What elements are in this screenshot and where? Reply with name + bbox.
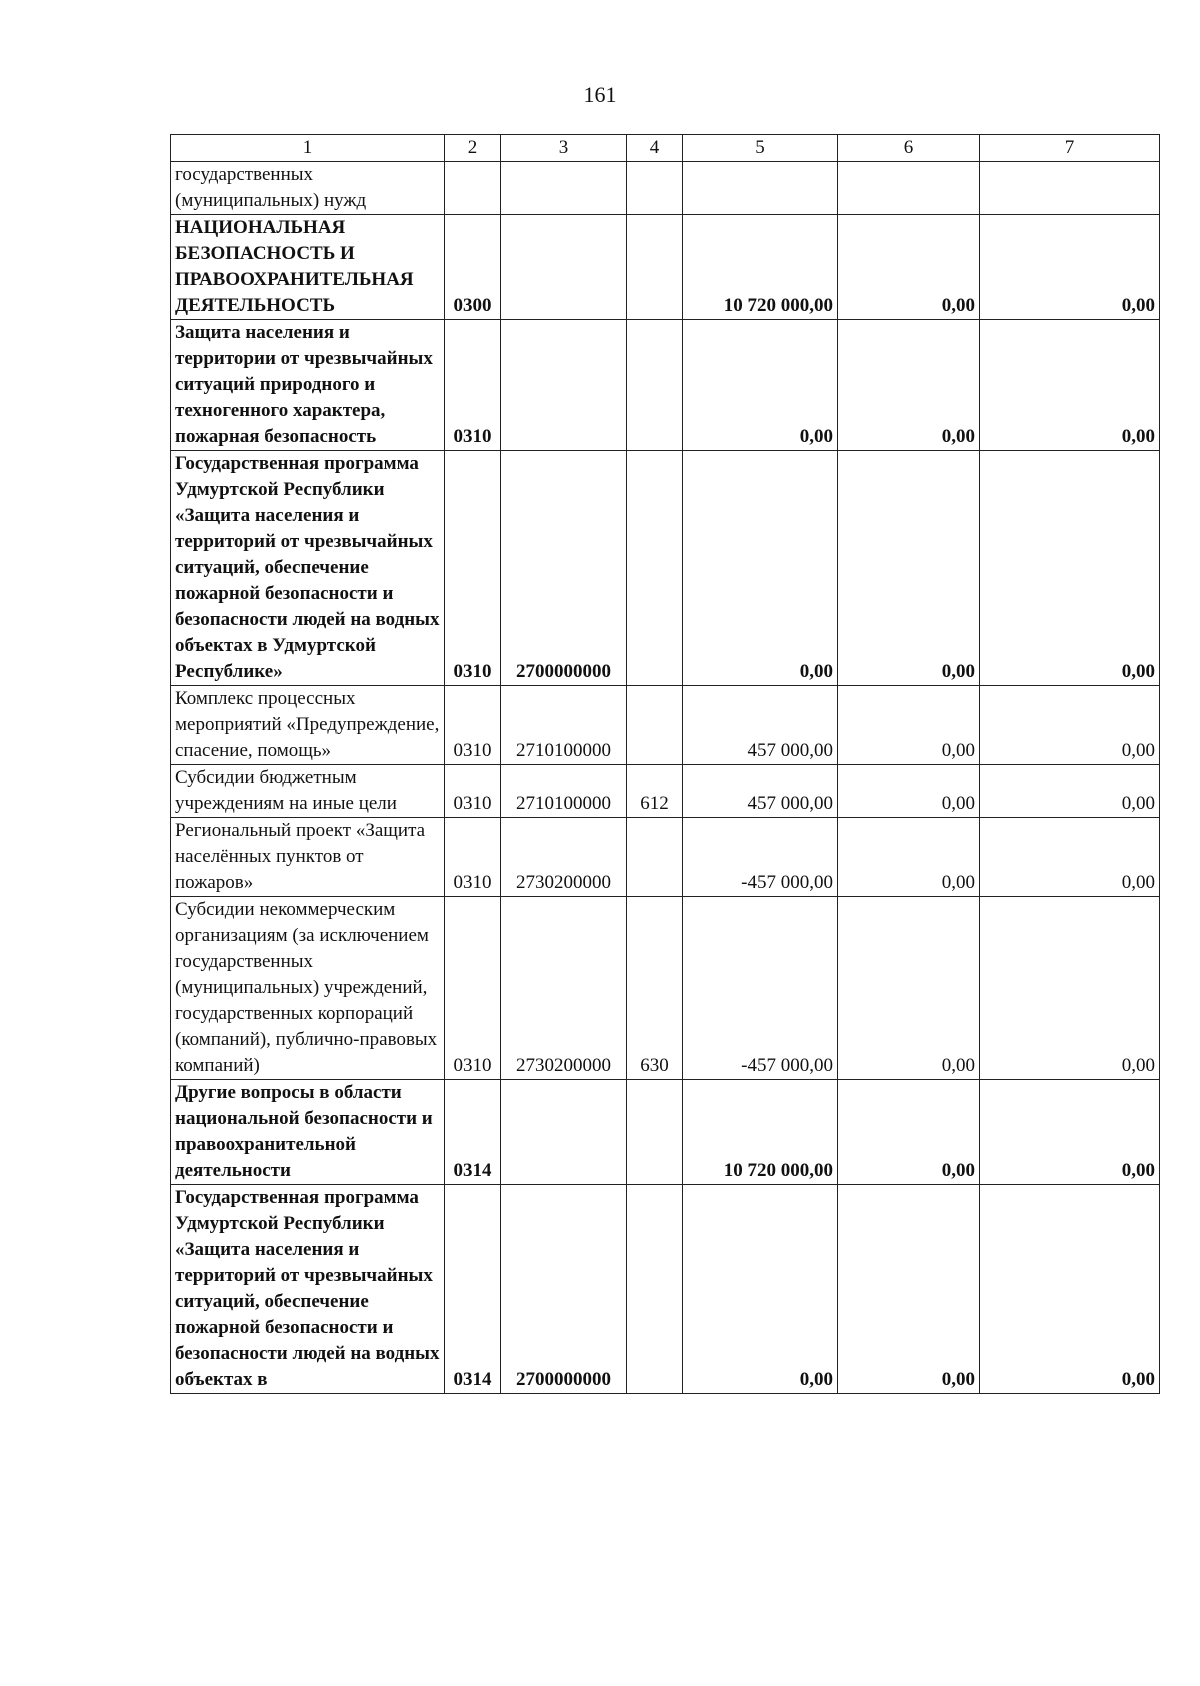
page-number: 161 [583,82,617,107]
header-col-5: 5 [683,135,838,162]
row-expense-type [627,1080,683,1185]
header-col-3: 3 [501,135,627,162]
table-row [171,686,1160,765]
row-value-6: 0,00 [838,1185,980,1394]
row-expense-type [627,215,683,320]
row-target-code: 2700000000 [501,1185,627,1394]
header-col-2: 2 [445,135,501,162]
row-value-6: 0,00 [838,765,980,818]
row-name: Государственная программа Удмуртской Республики «Защита населения и территорий от чрезвычайных ситуаций, обеспечение пожарной безопасности и безопасности людей на водных объектах в [171,1185,445,1394]
row-section-code: 0310 [445,818,501,897]
row-value-7: 0,00 [980,1080,1160,1185]
row-value-7: 0,00 [980,320,1160,451]
row-target-code: 2730200000 [501,818,627,897]
table-row [171,451,1160,686]
row-value-5: -457 000,00 [683,818,838,897]
row-value-7: 0,00 [980,1185,1160,1394]
row-value-7: 0,00 [980,765,1160,818]
row-name: НАЦИОНАЛЬНАЯ БЕЗОПАСНОСТЬ И ПРАВООХРАНИТЕЛЬНАЯ ДЕЯТЕЛЬНОСТЬ [171,215,445,320]
row-value-5: 457 000,00 [683,686,838,765]
row-section-code: 0310 [445,451,501,686]
table-row [171,1185,1160,1394]
row-section-code: 0314 [445,1080,501,1185]
table-row [171,765,1160,818]
row-value-7: 0,00 [980,818,1160,897]
row-name: Комплекс процессных мероприятий «Предупреждение, спасение, помощь» [171,686,445,765]
row-value-5: 0,00 [683,320,838,451]
row-target-code [501,215,627,320]
row-section-code: 0310 [445,686,501,765]
row-value-6 [838,162,980,215]
row-value-6: 0,00 [838,451,980,686]
row-target-code: 2700000000 [501,451,627,686]
row-name: Региональный проект «Защита населённых пунктов от пожаров» [171,818,445,897]
row-target-code: 2730200000 [501,897,627,1080]
row-target-code: 2710100000 [501,686,627,765]
header-col-4: 4 [627,135,683,162]
header-col-7: 7 [980,135,1160,162]
row-value-6: 0,00 [838,1080,980,1185]
row-target-code [501,1080,627,1185]
row-value-6: 0,00 [838,818,980,897]
row-expense-type [627,320,683,451]
row-value-7: 0,00 [980,215,1160,320]
row-name: Защита населения и территории от чрезвычайных ситуаций природного и техногенного характера, пожарная безопасность [171,320,445,451]
row-target-code [501,320,627,451]
budget-table [170,134,1160,1394]
row-value-5: 0,00 [683,451,838,686]
header-row [171,135,1160,162]
table-row [171,320,1160,451]
row-name: Другие вопросы в области национальной безопасности и правоохранительной деятельности [171,1080,445,1185]
row-name: Субсидии бюджетным учреждениям на иные цели [171,765,445,818]
row-value-6: 0,00 [838,215,980,320]
table-row [171,897,1160,1080]
row-section-code: 0300 [445,215,501,320]
row-name: Государственная программа Удмуртской Республики «Защита населения и территорий от чрезвычайных ситуаций, обеспечение пожарной безопасности и безопасности людей на водных объектах в Удмуртской Республике» [171,451,445,686]
table-row [171,818,1160,897]
row-target-code: 2710100000 [501,765,627,818]
row-value-5: 10 720 000,00 [683,215,838,320]
row-expense-type [627,1185,683,1394]
row-value-5 [683,162,838,215]
row-section-code: 0310 [445,320,501,451]
row-expense-type: 630 [627,897,683,1080]
table-row [171,162,1160,215]
row-expense-type: 612 [627,765,683,818]
header-col-6: 6 [838,135,980,162]
row-expense-type [627,451,683,686]
row-value-7: 0,00 [980,451,1160,686]
row-section-code: 0310 [445,765,501,818]
row-value-7: 0,00 [980,897,1160,1080]
table-row [171,1080,1160,1185]
row-value-6: 0,00 [838,897,980,1080]
row-value-6: 0,00 [838,686,980,765]
row-section-code [445,162,501,215]
row-target-code [501,162,627,215]
table-row [171,215,1160,320]
row-value-5: 10 720 000,00 [683,1080,838,1185]
row-section-code: 0310 [445,897,501,1080]
row-value-5: 457 000,00 [683,765,838,818]
row-value-5: -457 000,00 [683,897,838,1080]
row-section-code: 0314 [445,1185,501,1394]
row-name: государственных (муниципальных) нужд [171,162,445,215]
row-value-5: 0,00 [683,1185,838,1394]
row-expense-type [627,686,683,765]
row-value-7: 0,00 [980,686,1160,765]
row-expense-type [627,162,683,215]
row-name: Субсидии некоммерческим организациям (за исключением государственных (муниципальных) учреждений, государственных корпораций (компаний), публично-правовых компаний) [171,897,445,1080]
row-value-6: 0,00 [838,320,980,451]
row-value-7 [980,162,1160,215]
header-col-1: 1 [171,135,445,162]
row-expense-type [627,818,683,897]
